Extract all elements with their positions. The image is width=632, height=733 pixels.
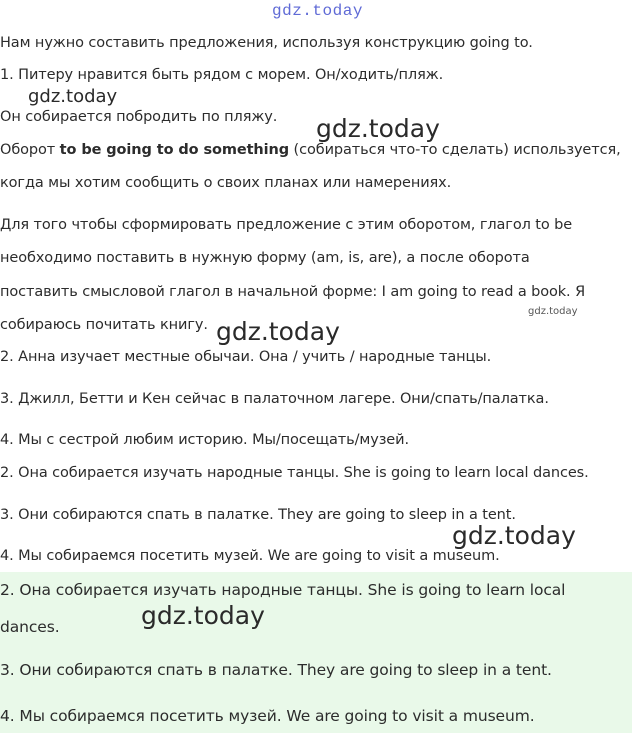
- watermark-top: gdz.today: [272, 2, 363, 20]
- task-4: 4. Мы с сестрой любим историю. Мы/посещать/музей.: [0, 432, 409, 448]
- answer-3: 3. Они собираются спать в палатке. They are going to sleep in a tent.: [0, 507, 516, 523]
- watermark-small-left: gdz.today: [28, 86, 118, 107]
- answer-2: 2. Она собирается изучать народные танцы. She is going to learn local dances.: [0, 465, 589, 481]
- box-answer-3: 3. Они собираются спать в палатке. They are going to sleep in a tent.: [0, 661, 552, 679]
- rule-line-3: Для того чтобы сформировать предложение с этим оборотом, глагол to be: [0, 217, 573, 233]
- watermark-large-center: gdz.today: [216, 317, 340, 346]
- intro-text: Нам нужно составить предложения, используя конструкцию going to.: [0, 35, 533, 51]
- exercise-1: 1. Питеру нравится быть рядом с морем. Он/ходить/пляж.: [0, 67, 444, 83]
- rule-construction: to be going to do something: [59, 142, 290, 158]
- answer-4: 4. Мы собираемся посетить музей. We are going to visit a museum.: [0, 548, 500, 564]
- rule-line-2: когда мы хотим сообщить о своих планах или намерениях.: [0, 175, 452, 191]
- task-3: 3. Джилл, Бетти и Кен сейчас в палаточном лагере. Они/спать/палатка.: [0, 391, 549, 407]
- rule-post: (собираться что-то сделать) используется,: [289, 142, 621, 158]
- rule-line-5: поставить смысловой глагол в начальной форме: I am going to read a book. Я: [0, 284, 586, 300]
- rule-line-1: [0, 141, 621, 159]
- watermark-tiny: gdz.today: [528, 306, 578, 317]
- answer-1: Он собирается побродить по пляжу.: [0, 109, 278, 125]
- watermark-large-bottom-right: gdz.today: [452, 521, 576, 550]
- watermark-large-right: gdz.today: [316, 114, 440, 143]
- box-answer-4: 4. Мы собираемся посетить музей. We are going to visit a museum.: [0, 707, 535, 725]
- rule-line-4: необходимо поставить в нужную форму (am, is, are), а после оборота: [0, 250, 530, 266]
- box-answer-2-line-2: dances.: [0, 618, 60, 636]
- watermark-large-box: gdz.today: [141, 601, 265, 630]
- task-2: 2. Анна изучает местные обычаи. Она / учить / народные танцы.: [0, 349, 492, 365]
- rule-line-6: собираюсь почитать книгу.: [0, 317, 208, 333]
- box-answer-2-line-1: 2. Она собирается изучать народные танцы. She is going to learn local: [0, 581, 566, 599]
- rule-pre: Оборот: [0, 142, 60, 158]
